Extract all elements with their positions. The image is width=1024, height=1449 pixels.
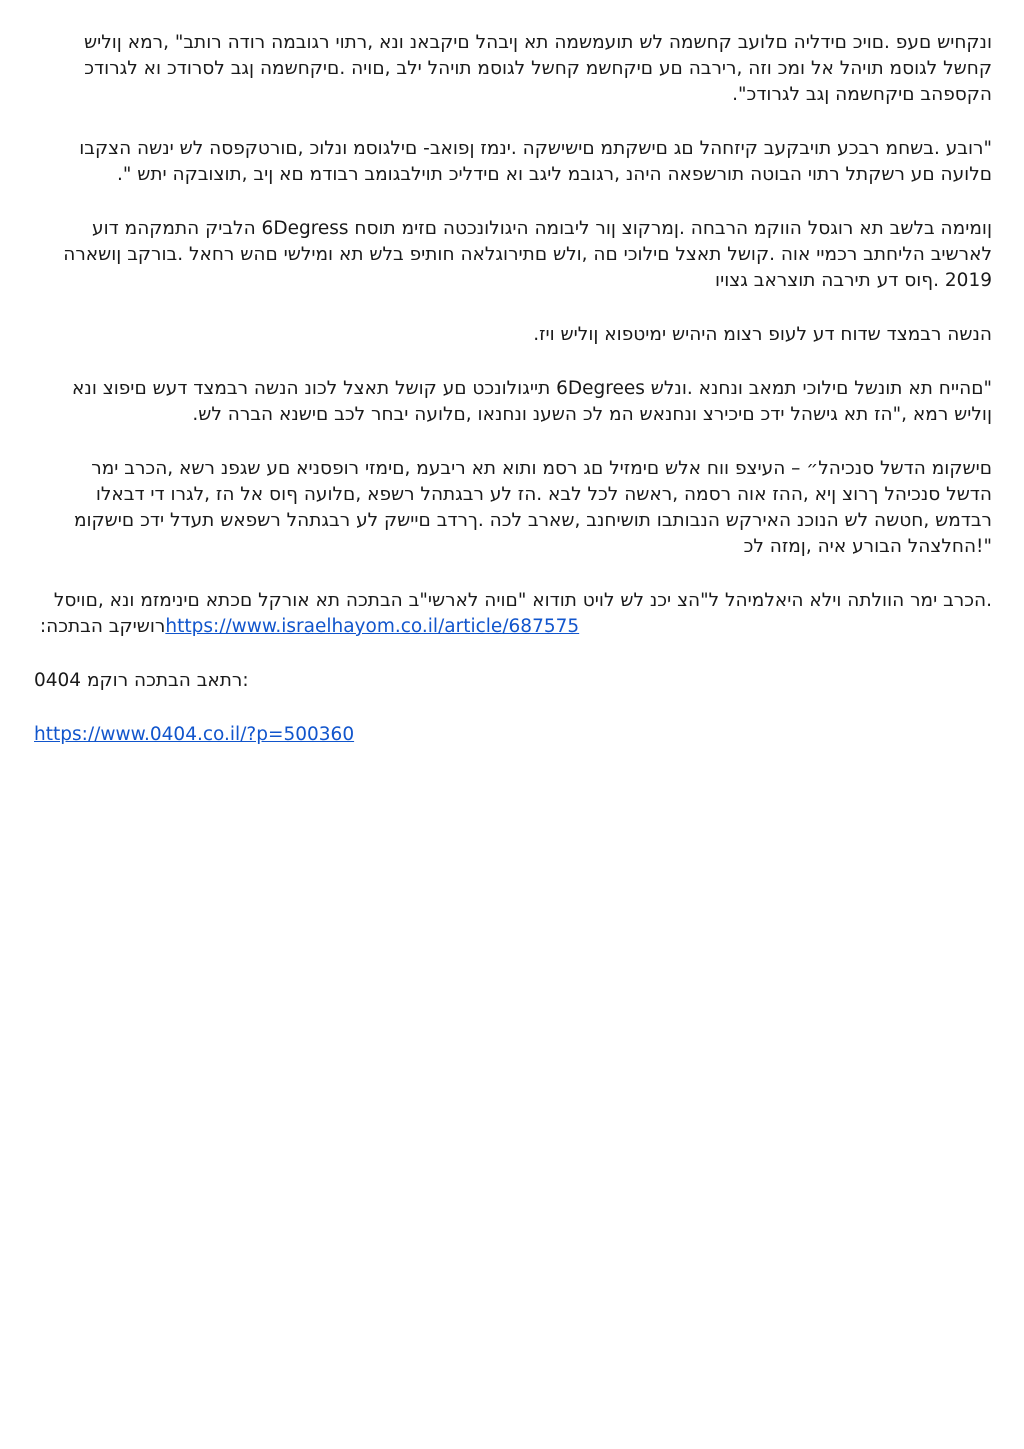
paragraph-line: ןומימה בלשב תא רוגסל הווקמ הרבחה .ןמרקוצ ןור ליבומה היגולונכטה םזימ תוסח 6Degress הלביק התמקהמ דוע — [92, 218, 992, 239]
paragraph-line: הקספהב םיקחשמה ןגב לגרודכ". — [732, 84, 992, 105]
paragraph-line: "!החלצהל הבורע איה ,ןמזה לכ — [743, 536, 992, 557]
source-prefix: רושיקב הבתכה: — [34, 616, 166, 637]
source-2-label: 0404 רתאב הבתכה רוקמ: — [34, 670, 249, 691]
israelhayom-article-link[interactable]: https://www.israelhayom.co.il/article/687575 — [165, 616, 580, 637]
paragraph-3 — [34, 216, 992, 294]
paragraph-line: םלועה םע רשקתל רתוי הבוטה תורשפאה היהנ ,רגובמ ליגב וא םידליכ תוילבגומב רבודמ םא ןיב ,תוצובקה יתש ". — [116, 164, 992, 185]
paragraph-line: רבדמש ,חטשה לש הנוכנ האירקש הנבותבו תושיחנב ,שארב לכה .ךרדב םיישק לע רבגתהל רשפאש תעדל ידכ םישקומ — [73, 510, 992, 531]
paragraph-line: "םהייח תא תונשל םילוכי תמאב ונחנא .ונלש 6Degrees תייגולונכט םע קושל תאצל לכונ הנשה רבמצד דעש םיפוצ ונא — [72, 378, 992, 399]
paragraph-5 — [34, 376, 992, 428]
paragraph-line: 2019 .ףוס דע תירבה תוצראב גצויו — [715, 270, 992, 291]
paragraph-line: קחשל לגוסמ תויהל אל ומכ וזה ,רירבה םע םיקחשמ קחשל לגוסמ תויהל ילב ,םויה .םיקחשמה ןגב לסרודכ וא לגרודכ — [84, 58, 992, 79]
source-2-link-row — [34, 722, 992, 748]
source-paragraph — [34, 588, 992, 640]
paragraph-4 — [34, 322, 992, 348]
document-page — [34, 30, 992, 776]
paragraph-6 — [34, 456, 992, 560]
paragraph-line: הנשה רבמצד שדוח דע לעופ רצומ היהיש ימיטפוא ןוליש ויז. — [533, 324, 992, 345]
paragraph-line: הדשל סנכיהל ךרוצ ןיא ,ההז אוה רסמה ,ראשה לכל לבא .הז לע רבגתהל רשפא ,םלועה ףוס אל הז ,לגרו די דבאלו — [95, 484, 992, 505]
paragraph-line: םישקומ הדשל סנכיהל״ – העיצפ ווח אלש םימזיל םג רסמ ותוא תא ריבעמ ,םימזי רופסניא םע שגפנ רשא ,הכרב ימר — [91, 458, 992, 479]
paragraph-line: ונקחיש םעפ .םויכ םידליה םלועב קחשמה לש תועמשמה תא ןיבהל םיקבאנ ונא ,רתוי רגובמה רודה רותב" ,רמא ןוליש — [84, 32, 992, 53]
paragraph-line: ןוליש רמא ,"הז תא גישהל ידכ םיכירצ ונחנאש המ לכ השענ ונחנאו ,םלועה יבחר לכב םישנא הברה לש. — [192, 404, 992, 425]
source-line — [34, 614, 992, 640]
paragraph-line: .הכרב ימר הוולתה וילא היאלמיהל ל"הצ יכנ לש לויט תודוא "םויה לארשי"ב הבתכה תא אורקל םכתא םינימזמ ונא ,םויסל — [53, 590, 992, 611]
paragraph-line: לארשיב הליחתב רכמיי אוה .קושל תאצל םילוכי םה ,ולש םתירוגלאה חותיפ בלש תא ומילשי םהש רחאל .בורקב ןושארה — [63, 244, 992, 265]
paragraph-line: "רובע .בשחמ רבכע תויבקעב קיזחהל םג םישקתמ םישישקה .ינמז ןפואב- םילגוסמ ונלוכ ,םורטקפסה לש ינשה הצקבו — [79, 138, 992, 159]
paragraph-1 — [34, 30, 992, 108]
0404-article-link[interactable]: https://www.0404.co.il/?p=500360 — [34, 724, 355, 745]
paragraph-2 — [34, 136, 992, 188]
